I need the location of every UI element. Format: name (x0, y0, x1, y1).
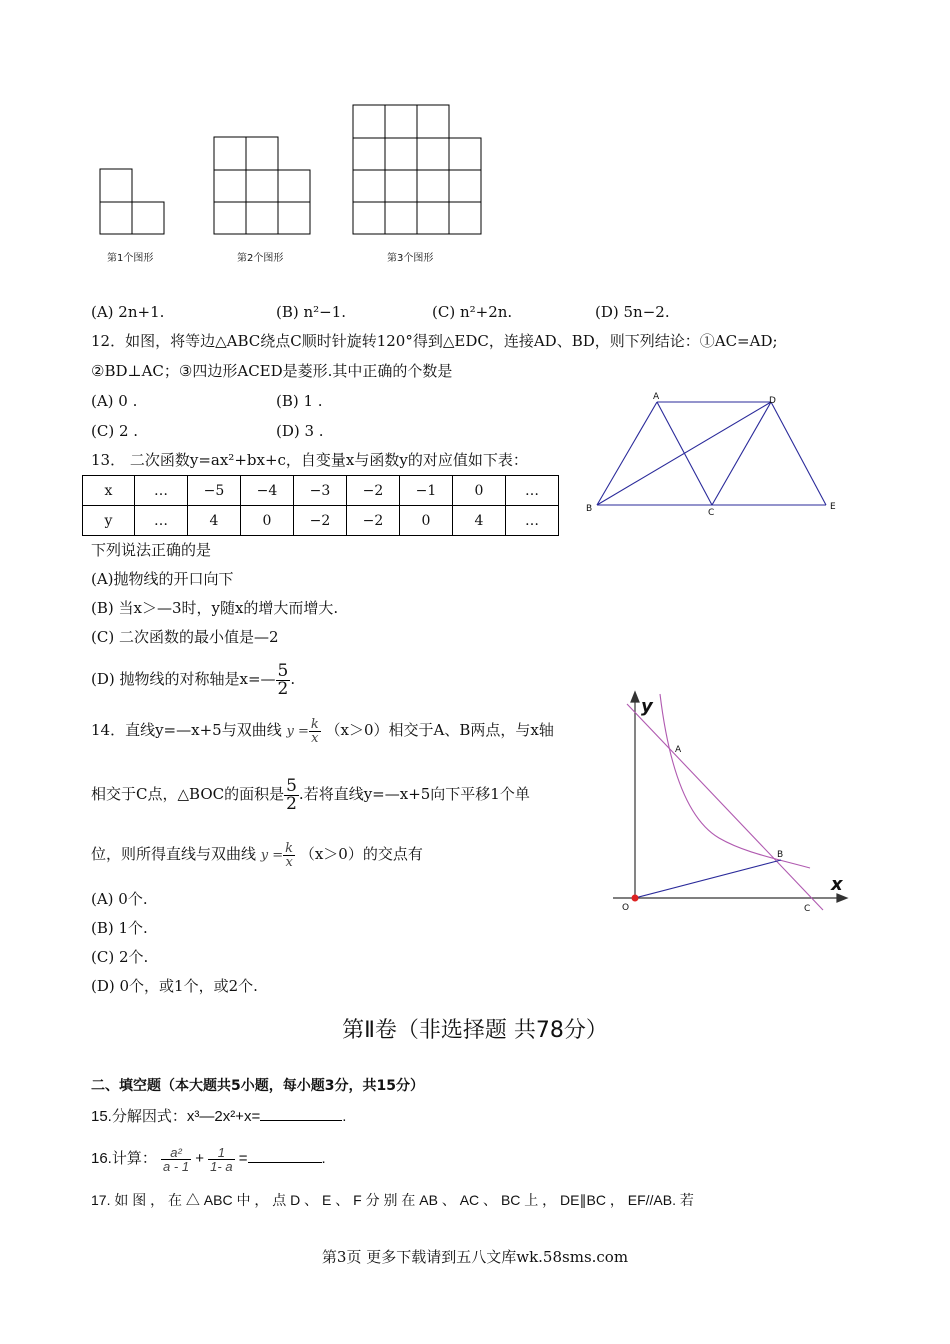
q11-option-b: (B) n²−1. (276, 303, 347, 321)
q14-graph-label-o: O (622, 903, 630, 913)
q14-hyperbola-fraction (309, 718, 321, 745)
q14-area-fraction (284, 775, 299, 814)
q12-option-d: (D) 3 . (276, 422, 324, 440)
q13-stem: 13． 二次函数y=ax²+bx+c，自变量x与函数y的对应值如下表： (91, 451, 528, 469)
q14-line1-post: （x＞0）相交于A、B两点，与x轴 (325, 721, 554, 739)
table-cell: … (135, 506, 188, 536)
table-row (83, 506, 559, 536)
caption-fig1: 第1个图形 (107, 253, 154, 264)
q12-option-c: (C) 2 . (91, 422, 139, 440)
q13-option-d-text: (D) 抛物线的对称轴是x=— (91, 670, 276, 688)
q11-option-c: (C) n²+2n. (432, 303, 513, 321)
q14-line1 (91, 710, 554, 752)
page-footer: 第3页 更多下载请到五八文库wk.58sms.com (321, 1248, 629, 1266)
q14-option-b: (B) 1个. (91, 919, 148, 937)
q14-line3-pre: 位，则所得直线与双曲线 (91, 845, 257, 863)
q15 (91, 1106, 346, 1127)
table-cell: −1 (400, 476, 453, 506)
fraction-numerator: k (285, 840, 294, 856)
q15-end: . (342, 1108, 347, 1125)
table-row (83, 476, 559, 506)
fraction-numerator: 1 (208, 1146, 234, 1160)
table-cell: 0 (241, 506, 294, 536)
fraction-denominator: 1- a (210, 1158, 233, 1174)
q13-option-b: (B) 当x＞—3时，y随x的增大而增大. (91, 599, 339, 617)
q13-option-a: (A)抛物线的开口向下 (91, 570, 234, 588)
q13-option-c: (C) 二次函数的最小值是—2 (91, 628, 279, 646)
q12-label-d: D (769, 396, 776, 406)
fraction-numerator: 5 (286, 775, 297, 796)
fraction-denominator: 2 (277, 678, 289, 699)
table-cell: −3 (294, 476, 347, 506)
q14-y-eq: y = (286, 724, 309, 739)
q14-graph-label-b: B (777, 850, 784, 860)
q12-label-a: A (653, 392, 660, 402)
q16-end: . (321, 1150, 326, 1167)
table-cell: −5 (188, 476, 241, 506)
q14-line2-pre: 相交于C点，△BOC的面积是 (91, 785, 285, 803)
q16-pre: 16.计算： (91, 1150, 157, 1167)
q14-graph (605, 690, 855, 920)
q13-after: 下列说法正确的是 (91, 541, 212, 559)
q14-line3 (91, 834, 423, 876)
q11-option-d: (D) 5n−2. (595, 303, 670, 321)
q14-graph-label-c: C (804, 904, 811, 914)
square-figures (95, 100, 490, 240)
table-cell: 4 (453, 506, 506, 536)
q12-triangle-figure (580, 385, 850, 520)
q15-answer-blank[interactable] (260, 1106, 342, 1121)
q14-line1-pre: 14．直线y=—x+5与双曲线 (91, 721, 282, 739)
q13-fraction (276, 660, 291, 699)
fraction-denominator: 2 (286, 793, 297, 814)
table-cell: 0 (453, 476, 506, 506)
q17-line1: 17. 如 图 ， 在 △ ABC 中 ， 点 D 、 E 、 F 分 别 在 AB 、 AC 、 BC 上 ， DE∥BC ， EF//AB. 若 (91, 1192, 694, 1208)
q14-y-eq-2: y = (260, 848, 284, 863)
table-cell: x (83, 476, 135, 506)
q12-label-e: E (830, 502, 836, 512)
fraction-denominator: x (285, 854, 293, 870)
fraction-denominator: x (311, 730, 319, 746)
q12-line1: 12．如图，将等边△ABC绕点C顺时针旋转120°得到△EDC，连接AD、BD，则下列结论：①AC=AD; (91, 332, 778, 350)
table-cell: 4 (188, 506, 241, 536)
q12-label-b: B (586, 504, 593, 514)
q13-option-d-end: . (290, 670, 296, 688)
q15-text: 15.分解因式：x³—2x²+x= (91, 1108, 261, 1125)
q14-line2-post: .若将直线y=—x+5向下平移1个单 (298, 785, 530, 803)
q11-option-a: (A) 2n+1. (91, 303, 165, 321)
q16-plus: + (195, 1150, 204, 1167)
q14-option-c: (C) 2个. (91, 948, 149, 966)
section2-heading: 二、填空题（本大题共5小题，每小题3分，共15分） (91, 1078, 424, 1094)
table-cell: −2 (347, 506, 400, 536)
q14-graph-label-x: x (831, 874, 843, 895)
fraction-numerator: k (310, 716, 319, 732)
table-cell: −2 (347, 476, 400, 506)
q12-line2: ②BD⊥AC；③四边形ACED是菱形.其中正确的个数是 (91, 362, 453, 380)
q12-option-a: (A) 0 . (91, 392, 138, 410)
table-cell: y (83, 506, 135, 536)
q16-eq: = (238, 1150, 248, 1167)
q13-value-table (82, 475, 559, 536)
q13-option-d (91, 656, 295, 702)
q14-option-a: (A) 0个. (91, 890, 148, 908)
fraction-numerator: 5 (277, 660, 289, 681)
q14-line3-post: （x＞0）的交点有 (299, 845, 423, 863)
caption-fig3: 第3个图形 (387, 253, 434, 264)
table-cell: −2 (294, 506, 347, 536)
q14-graph-label-y: y (641, 696, 653, 717)
q14-line2 (91, 770, 530, 818)
q16-fraction-1 (161, 1146, 191, 1173)
q12-option-b: (B) 1 . (276, 392, 323, 410)
caption-fig2: 第2个图形 (237, 253, 284, 264)
q14-graph-label-a: A (675, 745, 682, 755)
q16-answer-blank[interactable] (248, 1148, 322, 1163)
table-cell: −4 (241, 476, 294, 506)
q16 (91, 1136, 326, 1182)
table-cell: … (506, 476, 559, 506)
q14-option-d: (D) 0个，或1个，或2个. (91, 977, 258, 995)
q16-fraction-2 (208, 1146, 234, 1173)
table-cell: … (135, 476, 188, 506)
fraction-denominator: a - 1 (163, 1158, 190, 1174)
table-cell: … (506, 506, 559, 536)
q12-label-c: C (708, 508, 715, 518)
q14-hyperbola-fraction-2 (283, 842, 295, 869)
section-title: 第Ⅱ卷（非选择题 共78分） (342, 1018, 608, 1043)
table-cell: 0 (400, 506, 453, 536)
fraction-numerator: a² (161, 1146, 191, 1160)
